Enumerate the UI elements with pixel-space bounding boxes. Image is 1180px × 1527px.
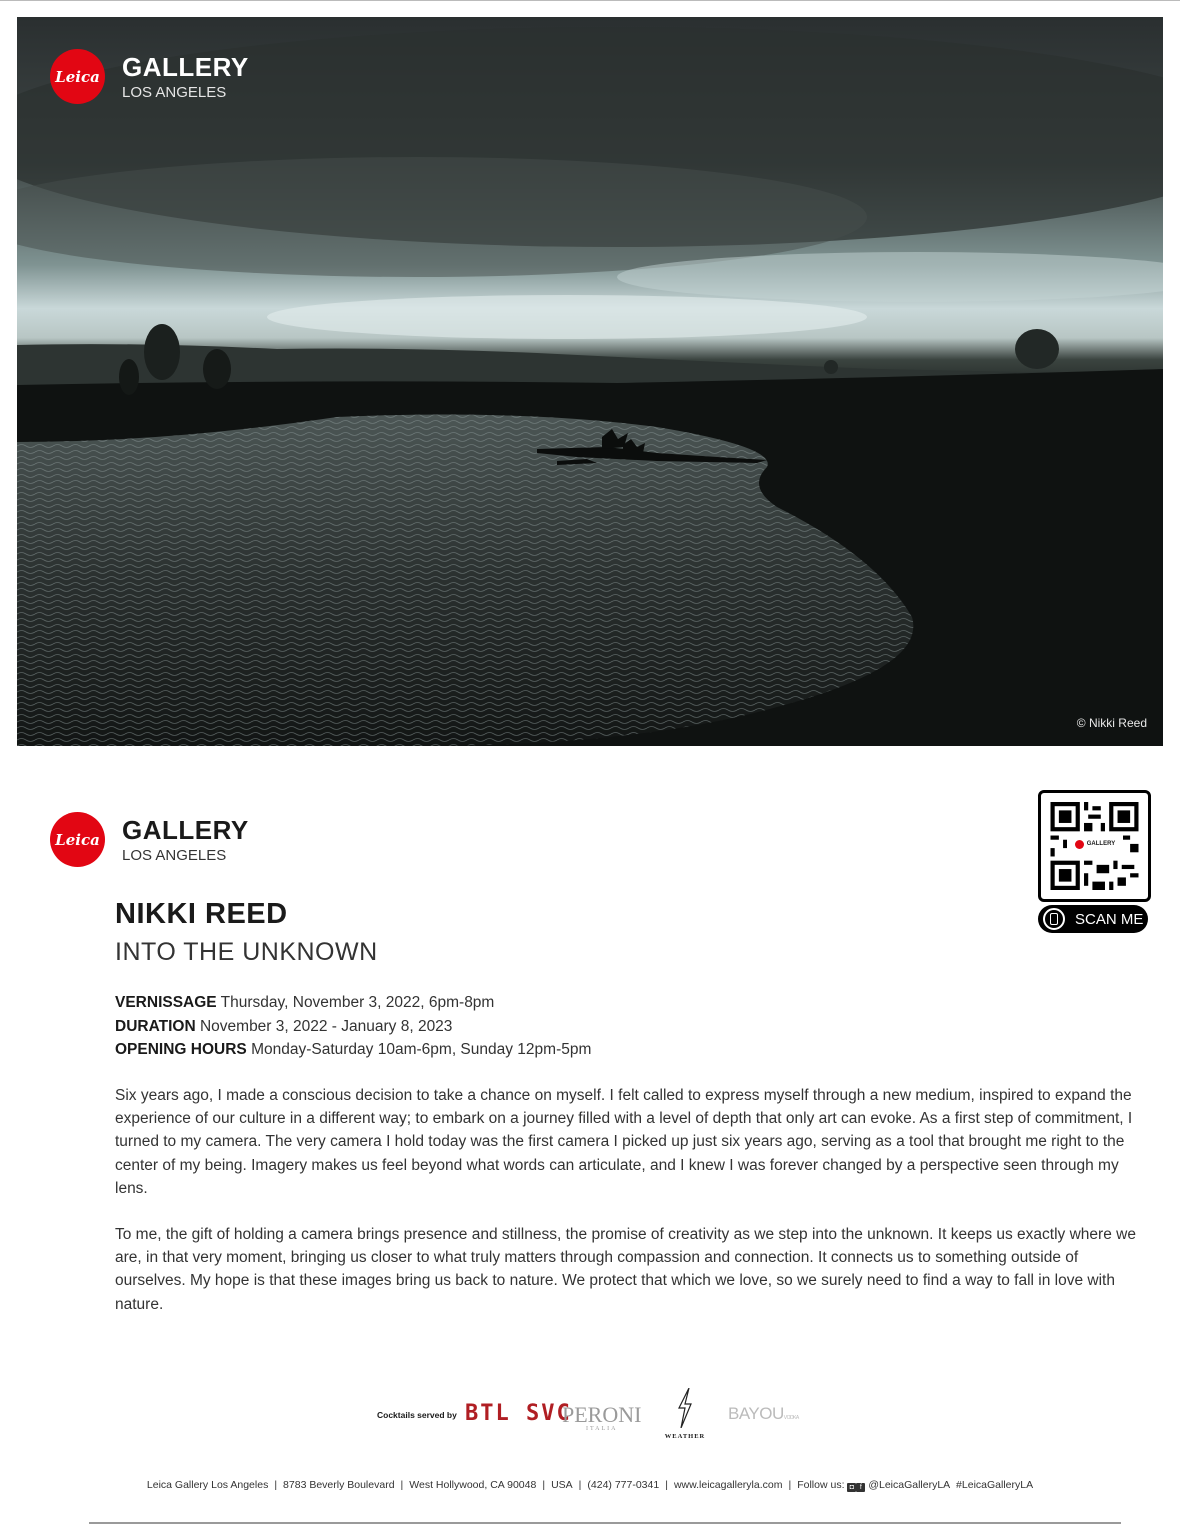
- photo-credit: © Nikki Reed: [1076, 716, 1147, 730]
- footer-city: West Hollywood, CA 90048: [409, 1479, 537, 1491]
- footer-contact: Leica Gallery Los Angeles | 8783 Beverly Boulevard | West Hollywood, CA 90048 | USA | (424) 777-0341 | www.leicagalleryla.com | Follow us: ◘ f @LeicaGalleryLA #LeicaGalleryLA: [146, 1479, 1034, 1491]
- peroni-subtitle: ITALIA: [585, 1426, 618, 1432]
- scan-me-label: SCAN ME: [1075, 910, 1144, 928]
- hero-gallery-logo: [50, 49, 249, 104]
- footer-website-link[interactable]: www.leicagalleryla.com: [673, 1479, 783, 1491]
- qr-center-label: GALLERY: [1086, 841, 1116, 847]
- statement-paragraph-2: To me, the gift of holding a camera brings presence and stillness, the promise of creativity as we step into the unknown. It keeps us exactly where we are, in that very moment, bringing us closer to what truly matters through compassion and connection. It connects us to something outside of ourselves. My hope is that these images bring us back to nature. We protect that which we love, so we surely need to find a way to fall in love with nature.: [115, 1226, 1136, 1313]
- facebook-icon[interactable]: f: [856, 1483, 865, 1492]
- landscape-illustration: [17, 17, 1163, 746]
- vernissage-row: [115, 991, 591, 1015]
- weather-logo: [660, 1388, 710, 1440]
- vernissage-label: VERNISSAGE: [115, 994, 217, 1011]
- hours-label: OPENING HOURS: [115, 1041, 247, 1058]
- scan-me-badge[interactable]: [1038, 905, 1148, 933]
- bayou-name: BAYOU: [728, 1404, 784, 1423]
- hero-photograph: [17, 17, 1163, 746]
- logo-city-text: LOS ANGELES: [122, 846, 227, 864]
- peroni-logo: [562, 1402, 641, 1432]
- leica-logo-icon: Leica: [50, 812, 105, 867]
- footer-handle[interactable]: @LeicaGalleryLA: [868, 1479, 951, 1491]
- duration-value: November 3, 2022 - January 8, 2023: [199, 1017, 453, 1035]
- sponsors-bar: [0, 1388, 1180, 1440]
- qr-center-badge: [1067, 835, 1123, 853]
- footer-street: 8783 Beverly Boulevard: [283, 1479, 395, 1491]
- hours-row: [115, 1038, 591, 1062]
- vernissage-value: Thursday, November 3, 2022, 6pm-8pm: [220, 994, 495, 1011]
- footer-phone[interactable]: (424) 777-0341: [587, 1479, 660, 1491]
- logo-gallery-text: GALLERY: [122, 51, 249, 82]
- weather-name: WEATHER: [664, 1433, 706, 1440]
- exhibition-details: [115, 991, 591, 1062]
- duration-label: DURATION: [115, 1017, 196, 1035]
- leica-logo-icon: Leica: [50, 49, 105, 104]
- bayou-subtitle: VODKA: [783, 1415, 799, 1421]
- instagram-icon[interactable]: ◘: [847, 1483, 856, 1492]
- footer-rule: [89, 1522, 1121, 1524]
- leica-dot-icon: [1075, 840, 1084, 849]
- footer-gallery-name: Leica Gallery Los Angeles: [146, 1479, 269, 1491]
- footer-country: USA: [551, 1479, 573, 1491]
- footer-hashtag[interactable]: #LeicaGalleryLA: [956, 1479, 1034, 1491]
- lightning-bolt-icon: [675, 1388, 695, 1428]
- peroni-name: PERONI: [562, 1402, 642, 1427]
- logo-city-text: LOS ANGELES: [122, 83, 227, 101]
- logo-gallery-text: GALLERY: [122, 814, 249, 845]
- bayou-logo: [728, 1404, 799, 1424]
- statement-paragraph-1: Six years ago, I made a conscious decision to take a chance on myself. I felt called to express myself through a new medium, inspired to expand the experience of our culture in a different way; to embark on a journey filled with a level of depth that only art can evoke. As a first step of commitment, I turned to my camera. The very camera I hold today was the first camera I picked up just six years ago, serving as a tool that brought me right to the center of my being. Imagery makes us feel beyond what words can articulate, and I knew I was forever changed by a perspective seen through my lens.: [115, 1087, 1133, 1197]
- page-top-border: [0, 0, 1180, 1]
- btl-svc-logo: BTL SVC: [465, 1401, 572, 1426]
- exhibition-title: INTO THE UNKNOWN: [115, 938, 378, 966]
- qr-code[interactable]: [1038, 790, 1151, 902]
- sponsors-label: Cocktails served by: [377, 1410, 457, 1420]
- hours-value: Monday-Saturday 10am-6pm, Sunday 12pm-5pm: [251, 1041, 592, 1058]
- gallery-logo: [50, 812, 249, 867]
- phone-icon: [1043, 908, 1065, 930]
- duration-row: [115, 1015, 591, 1039]
- footer-follow-label: Follow us:: [797, 1479, 845, 1491]
- artist-name: NIKKI REED: [115, 898, 288, 930]
